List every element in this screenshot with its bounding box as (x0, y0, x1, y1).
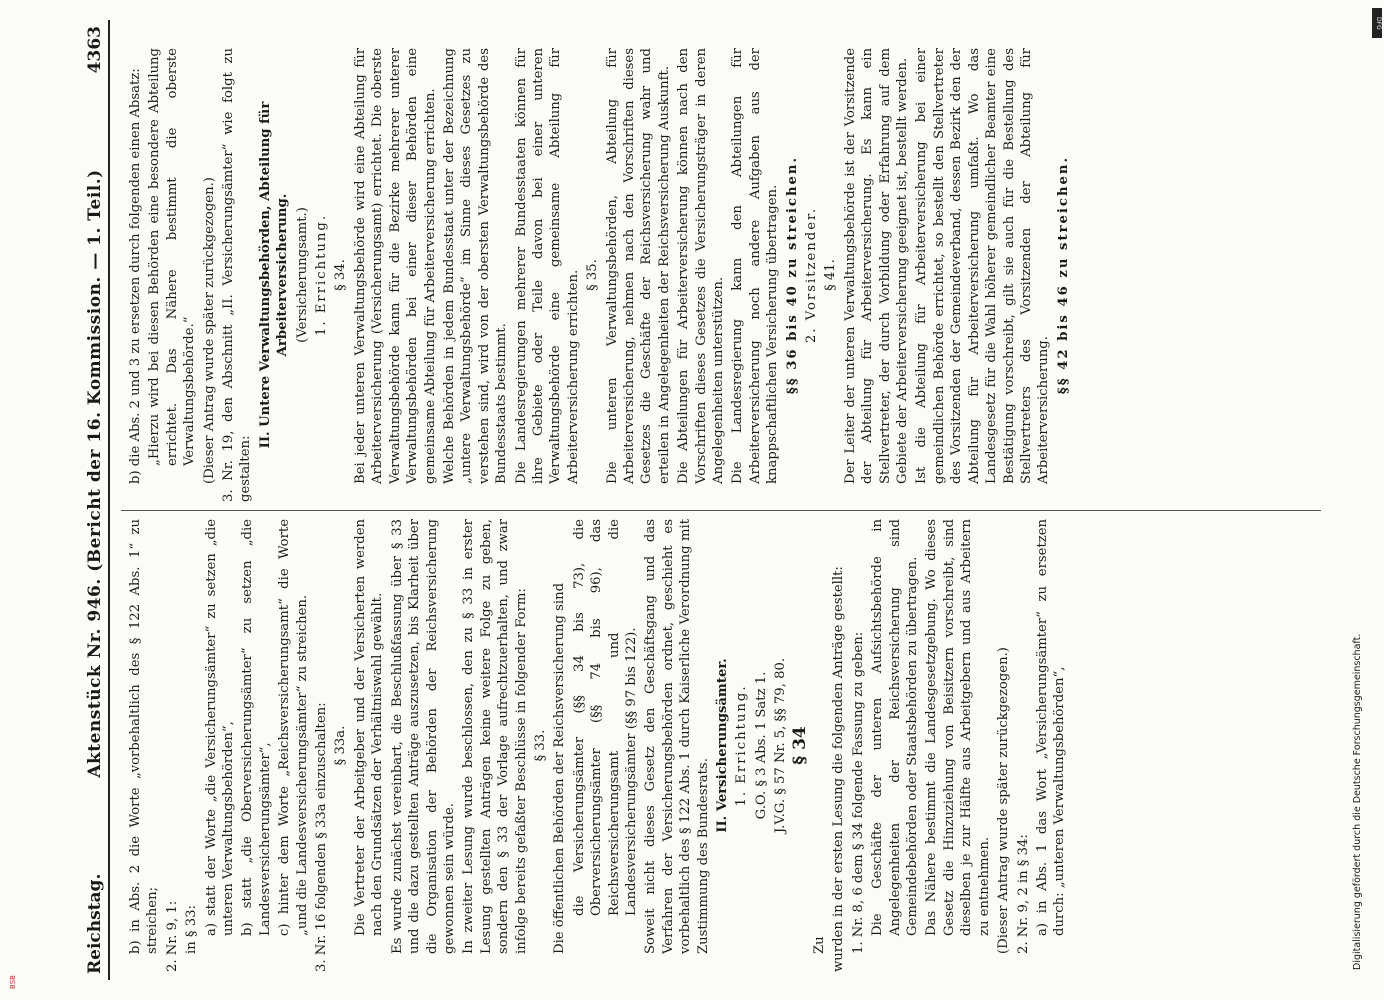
paragraph: Die Vertreter der Arbeitgeber und der Versicherten werden nach den Grundsätzen der Verhältniswahl gewählt. (352, 519, 386, 936)
paragraph: Ist die Abteilung für Arbeiterversicherung bei einer gemeindlichen Behörde errichtet, so bestellt den Stellvertreter des Vorsitzenden der Gemeindeverband, dessen Bezirk den der Abteilung für Arbeiterversicherung umfaßt. Wo das Landesgesetz für die Wahl höherer gemeindlicher Beamter eine Bestätigung vorschreibt, gilt sie auch für die Bestellung des Stellvertreters des Vorsitzenden der Abteilung für Arbeiterversicherung. (914, 48, 1052, 484)
paragraph: Das Nähere bestimmt die Landesgesetzgebung. Wo dieses Gesetz die Hinzuziehung von Beisitzern vorschreibt, sind dieselben je zur Hälfte aus Arbeitgebern und aus Arbeitern zu entnehmen. (924, 519, 992, 936)
left-column (121, 510, 1321, 980)
paragraph: b) statt „die Oberversicherungsämter“ zu setzen „die Landesversicherungsämter“, (240, 519, 273, 936)
paragraph: Die unteren Verwaltungsbehörden, Abteilung für Arbeiterversicherung, nehmen nach den Vorschriften dieses Gesetzes die Geschäfte der Reichsversicherung wahr und erteilen in Angelegenheiten der Reichsversicherung Auskunft. (604, 48, 672, 484)
reference: G.O. § 3 Abs. 1 Satz 1. (753, 671, 769, 820)
library-mark: BSB (8, 975, 17, 989)
paragraph: 1. Nr. 8, 6 dem § 34 folgende Fassung zu geben: (850, 631, 866, 954)
paragraph: Die Geschäfte der unteren Aufsichtsbehörde in Angelegenheiten der Reichsversicherung sind Gemeindebehörden oder Staatsbehörden zu übertragen. (870, 519, 921, 936)
digitization-note (1348, 10, 1372, 990)
paragraph: a) statt der Worte „die Versicherungsämter“ zu setzen „die unteren Verwaltungsbehörden“, (203, 519, 237, 936)
paragraph: In zweiter Lesung wurde beschlossen, den zu § 33 in erster Lesung gestellten Anträgen keine weitere Folge zu geben, sondern den § 33 der Vorlage aufrechtzuerhalten, und zwar infolge bereits gefaßter Beschlüsse in folgender Form: (461, 519, 529, 954)
page-content (85, 20, 1325, 980)
paragraph: (Dieser Antrag wurde später zurückgezogen.) (201, 177, 217, 484)
rotated-page (50, 0, 1350, 1000)
right-column (121, 40, 1321, 510)
subheading: (Versicherungsamt.) (294, 207, 310, 343)
paragraph: „Hierzu wird bei diesen Behörden eine besondere Abteilung errichtet. Das Nähere bestimmt die oberste Verwaltungsbehörde.“ (147, 48, 198, 466)
paragraph: wurden in der ersten Lesung die folgenden Anträge gestellt: (831, 566, 847, 972)
section-heading: § 33. (532, 729, 548, 762)
paragraph: Soweit nicht dieses Gesetz den Geschäftsgang und das Verfahren der Versicherungsbehörden ordnet, geschieht es vorbehaltlich des § 122 Abs. 1 durch Kaiserliche Verordnung mit Zustimmung des Bundesrats. (643, 519, 711, 954)
paragraph: Welche Behörden in jedem Bundesstaat unter der Bezeichnung „untere Verwaltungsbehörde“ im Sinne dieses Gesetzes zu verstehen sind, wird von der obersten Verwaltungsbehörde des Bundesstaats bestimmt. (441, 48, 510, 484)
paragraph: Bei jeder unteren Verwaltungsbehörde wird eine Abteilung für Arbeiterversicherung (Versicherungsamt) errichtet. Die oberste Verwaltungsbehörde kann für die Bezirke mehrerer unterer Verwaltungsbehörden bei einer dieser Behörden eine gemeinsame Abteilung für Arbeiterversicherung errichten. (352, 48, 438, 484)
paragraph: b) in Abs. 2 die Worte „vorbehaltlich des § 122 Abs. 1“ zu streichen; (128, 519, 161, 954)
paragraph: c) hinter dem Worte „Reichsversicherungsamt“ die Worte „und die Landesversicherungsämter“ zu streichen. (277, 519, 310, 936)
paragraph: Der Leiter der unteren Verwaltungsbehörde ist der Vorsitzende der Abteilung für Arbeiterversicherung. Es kann ein Stellvertreter, der durch Vorbildung oder Erfahrung auf dem Gebiete der Arbeiterversicherung geeignet ist, bestellt werden. (842, 48, 911, 484)
paragraph: 2. Nr. 9, 1: (164, 900, 180, 972)
section-heading: § 35. (585, 259, 601, 291)
section-heading: § 34. (333, 259, 349, 291)
header-left: Reichstag. (85, 873, 105, 974)
paragraph: 3. Nr. 16 folgenden § 33a einzuschalten: (314, 702, 330, 972)
section-heading: § 33a. (333, 725, 349, 766)
paragraph: Es wurde zunächst vereinbart, die Beschlußfassung über § 33 und die dazu gestellten Anträge auszusetzen, bis Klarheit über die Organisation der Behörden der Reichsversicherung gewonnen sein würde. (389, 519, 457, 954)
paragraph: in § 33: (184, 905, 200, 954)
paragraph: Die Abteilungen für Arbeiterversicherung können nach den Vorschriften dieses Gesetzes die Versicherungsträger in deren Angelegenheiten unterstützen. (676, 48, 726, 484)
section-heading: §§ 42 bis 46 zu streichen. (1055, 155, 1071, 395)
reference: J.V.G. § 57 Nr. 5, §§ 79, 80. (773, 657, 789, 834)
chapter-heading: II. Versicherungsämter. (715, 658, 730, 833)
funding-note: Digitalisierung gefördert durch die Deutsche Forschungsgemeinschaft. (1352, 633, 1363, 970)
subheading: 1. Errichtung. (314, 213, 330, 337)
running-header (85, 20, 110, 980)
page-number: 4363 (85, 26, 105, 74)
section-heading: § 34 (789, 726, 810, 765)
header-center: Aktenstück Nr. 946. (Bericht der 16. Kommission. — 1. Teil.) (85, 169, 105, 778)
paragraph: Die öffentlichen Behörden der Reichsversicherung sind (552, 582, 568, 954)
subheading: 2. Vorsitzender. (804, 206, 820, 344)
paragraph: Die Landesregierung kann den Abteilungen für Arbeiterversicherung noch andere Aufgaben aus der knappschaftlichen Versicherung übertragen. (730, 48, 781, 484)
paragraph: 2. Nr. 9, 2 in § 34: (1015, 834, 1031, 954)
paragraph: Die Landesregierungen mehrerer Bundesstaaten können für ihre Gebiete oder Teile davon bei einer unteren Verwaltungsbehörde eine gemeinsame Abteilung für Arbeiterversicherung errichten. (513, 48, 581, 484)
section-heading: § 41. (823, 259, 839, 291)
paragraph: b) die Abs. 2 und 3 zu ersetzen durch folgenden einen Absatz: (128, 68, 143, 484)
subheading: 1. Errichtung. (734, 684, 750, 807)
paragraph: (Dieser Antrag wurde später zurückgezogen.) (996, 647, 1012, 954)
text-columns (121, 20, 1321, 980)
paragraph: die Versicherungsämter (§§ 34 bis 73), die Oberversicherungsämter (§§ 74 bis 96), das Reichsversicherungsamt und die Landesversicherungsämter (§§ 97 bis 122). (571, 519, 639, 916)
paragraph: a) in Abs. 1 das Wort „Versicherungsämter“ zu ersetzen durch: „unteren Verwaltungsbehörden“, (1034, 519, 1068, 936)
paragraph: Zu (812, 936, 828, 954)
paragraph: 3. Nr. 19, den Abschnitt „II. Versicherungsämter“ wie folgt zu gestalten: (221, 48, 254, 502)
section-heading: §§ 36 bis 40 zu streichen. (784, 155, 800, 395)
dfg-logo-icon: DFG (1372, 8, 1382, 38)
chapter-heading: II. Untere Verwaltungsbehörden, Abteilung für Arbeiterversicherung. (257, 101, 291, 449)
